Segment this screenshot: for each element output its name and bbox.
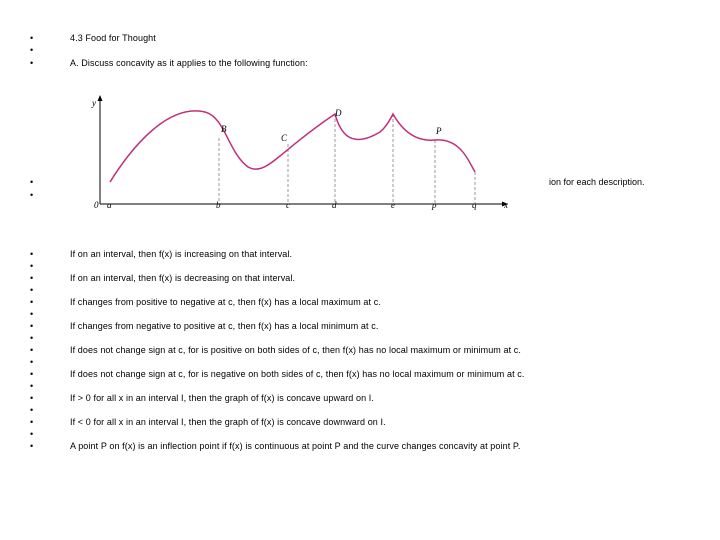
bullet-marker: •: [30, 190, 34, 200]
bullet-marker: •: [30, 273, 34, 283]
statement-line: If changes from positive to negative at c, then f(x) has a local maximum at c.: [70, 297, 381, 307]
tick-label-b: b: [216, 200, 221, 210]
bullet-marker: •: [30, 249, 34, 259]
tick-label-c: c: [286, 200, 290, 210]
bullet-marker: •: [30, 45, 34, 55]
statement-line: If does not change sign at c, for is positive on both sides of c, then f(x) has no local maximum or minimum at c.: [70, 345, 521, 355]
statement-line: If on an interval, then f(x) is decreasing on that interval.: [70, 273, 296, 283]
bullet-marker: •: [30, 429, 34, 439]
function-graph: [80, 92, 520, 220]
statement-line: A point P on f(x) is an inflection point if f(x) is continuous at point P and the curve changes concavity at point P.: [70, 441, 521, 451]
side-note-text: ion for each description.: [549, 177, 645, 187]
bullet-marker: •: [30, 441, 34, 451]
bullet-marker: •: [30, 285, 34, 295]
statement-line: If changes from negative to positive at c, then f(x) has a local minimum at c.: [70, 321, 379, 331]
tick-label-e: e: [391, 200, 395, 210]
point-label-b: B: [221, 124, 227, 134]
tick-label-p: p: [432, 200, 437, 210]
x-axis-label: x: [504, 200, 508, 210]
question-text: A. Discuss concavity as it applies to the following function:: [70, 58, 308, 68]
point-label-d: D: [335, 108, 342, 118]
y-axis-arrow: [98, 95, 103, 101]
tick-label-q: q: [472, 200, 477, 210]
bullet-marker: •: [30, 417, 34, 427]
bullet-marker: •: [30, 297, 34, 307]
bullet-marker: •: [30, 309, 34, 319]
bullet-marker: •: [30, 58, 34, 68]
point-label-c: C: [281, 133, 288, 143]
bullet-marker: •: [30, 369, 34, 379]
origin-label: 0: [94, 200, 99, 210]
statement-line: If does not change sign at c, for is negative on both sides of c, then f(x) has no local maximum or minimum at c.: [70, 369, 525, 379]
bullet-marker: •: [30, 393, 34, 403]
tick-label-d: d: [332, 200, 337, 210]
bullet-marker: •: [30, 261, 34, 271]
bullet-marker: •: [30, 33, 34, 43]
bullet-marker: •: [30, 381, 34, 391]
tick-label-a: a: [107, 200, 112, 210]
bullet-marker: •: [30, 405, 34, 415]
point-label-p: P: [436, 126, 442, 136]
statement-line: If on an interval, then f(x) is increasing on that interval.: [70, 249, 293, 259]
bullet-marker: •: [30, 345, 34, 355]
bullet-marker: •: [30, 333, 34, 343]
bullet-marker: •: [30, 321, 34, 331]
statement-line: If < 0 for all x in an interval I, then the graph of f(x) is concave downward on I.: [70, 417, 386, 427]
statement-line: If > 0 for all x in an interval I, then the graph of f(x) is concave upward on I.: [70, 393, 375, 403]
function-curve: [110, 111, 475, 182]
bullet-marker: •: [30, 357, 34, 367]
section-title: 4.3 Food for Thought: [70, 33, 156, 43]
y-axis-label: y: [92, 98, 96, 108]
bullet-marker: •: [30, 177, 34, 187]
